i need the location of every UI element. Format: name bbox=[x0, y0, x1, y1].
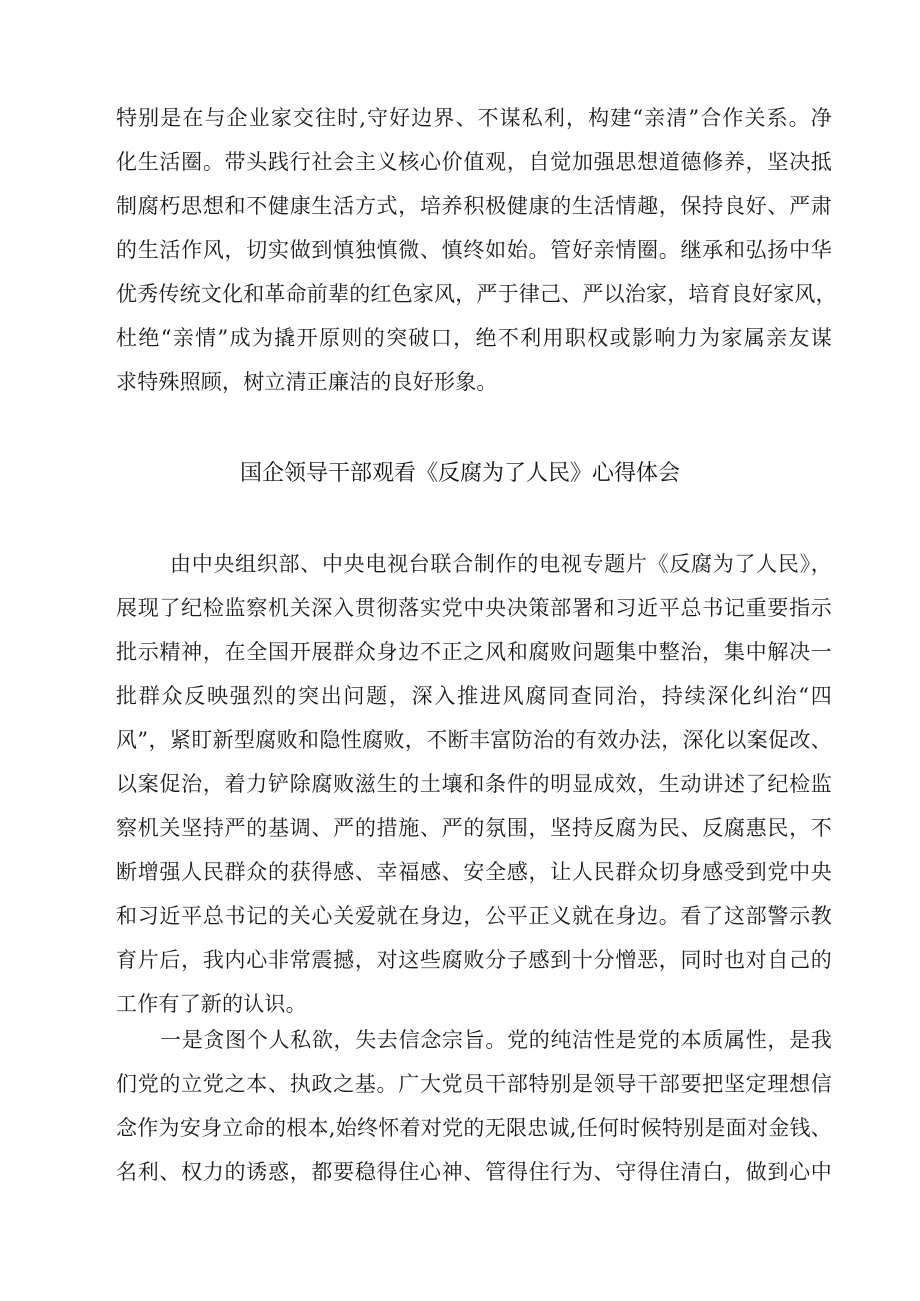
text-line: 们党的立党之本、执政之基。广大党员干部特别是领导干部要把坚定理想信 bbox=[116, 1072, 832, 1096]
text-line: 育片后，我内心非常震撼，对这些腐败分子感到十分憎恶，同时也对自己的 bbox=[116, 948, 832, 972]
text-line: 优秀传统文化和革命前辈的红色家风，严于律己、严以治家，培育良好家风， bbox=[116, 282, 837, 306]
text-line: 特别是在与企业家交往时,守好边界、不谋私利，构建“亲清”合作关系。净 bbox=[116, 106, 832, 130]
text-line: 一是贪图个人私欲，失去信念宗旨。党的纯洁性是党的本质属性，是我 bbox=[160, 1028, 832, 1052]
text-line: 以案促治，着力铲除腐败滋生的土壤和条件的明显成效，生动讲述了纪检监 bbox=[116, 772, 832, 796]
text-line: 杜绝“亲情”成为撬开原则的突破口，绝不利用职权或影响力为家属亲友谋 bbox=[116, 326, 832, 350]
text-line: 和习近平总书记的关心关爱就在身边，公平正义就在身边。看了这部警示教 bbox=[116, 904, 832, 928]
text-line: 批群众反映强烈的突出问题，深入推进风腐同查同治，持续深化纠治“四 bbox=[116, 684, 832, 708]
text-line: 由中央组织部、中央电视台联合制作的电视专题片《反腐为了人民》， bbox=[170, 552, 832, 576]
text-line: 断增强人民群众的获得感、幸福感、安全感，让人民群众切身感受到党中央 bbox=[116, 860, 832, 884]
article-title: 国企领导干部观看《反腐为了人民》心得体会 bbox=[239, 461, 680, 486]
text-line: 制腐朽思想和不健康生活方式，培养积极健康的生活情趣，保持良好、严肃 bbox=[116, 194, 832, 218]
text-line: 的生活作风，切实做到慎独慎微、慎终如始。管好亲情圈。继承和弘扬中华 bbox=[116, 238, 832, 262]
text-line: 名利、权力的诱惑，都要稳得住心神、管得住行为、守得住清白，做到心中 bbox=[116, 1160, 832, 1184]
text-line: 展现了纪检监察机关深入贯彻落实党中央决策部署和习近平总书记重要指示 bbox=[116, 596, 832, 620]
text-line: 求特殊照顾，树立清正廉洁的良好形象。 bbox=[116, 370, 498, 394]
text-line: 念作为安身立命的根本,始终怀着对党的无限忠诚,任何时候特别是面对金钱、 bbox=[116, 1116, 832, 1140]
text-line: 批示精神，在全国开展群众身边不正之风和腐败问题集中整治，集中解决一 bbox=[116, 640, 832, 664]
article-paragraph-1 bbox=[116, 542, 832, 1026]
continuation-paragraph bbox=[116, 96, 837, 404]
text-line: 察机关坚持严的基调、严的措施、严的氛围，坚持反腐为民、反腐惠民，不 bbox=[116, 816, 832, 840]
text-line: 工作有了新的认识。 bbox=[116, 992, 307, 1016]
text-line: 化生活圈。带头践行社会主义核心价值观，自觉加强思想道德修养，坚决抵 bbox=[116, 150, 832, 174]
text-line: 风”，紧盯新型腐败和隐性腐败，不断丰富防治的有效办法，深化以案促改、 bbox=[116, 728, 832, 752]
article-paragraph-2 bbox=[116, 1018, 832, 1194]
